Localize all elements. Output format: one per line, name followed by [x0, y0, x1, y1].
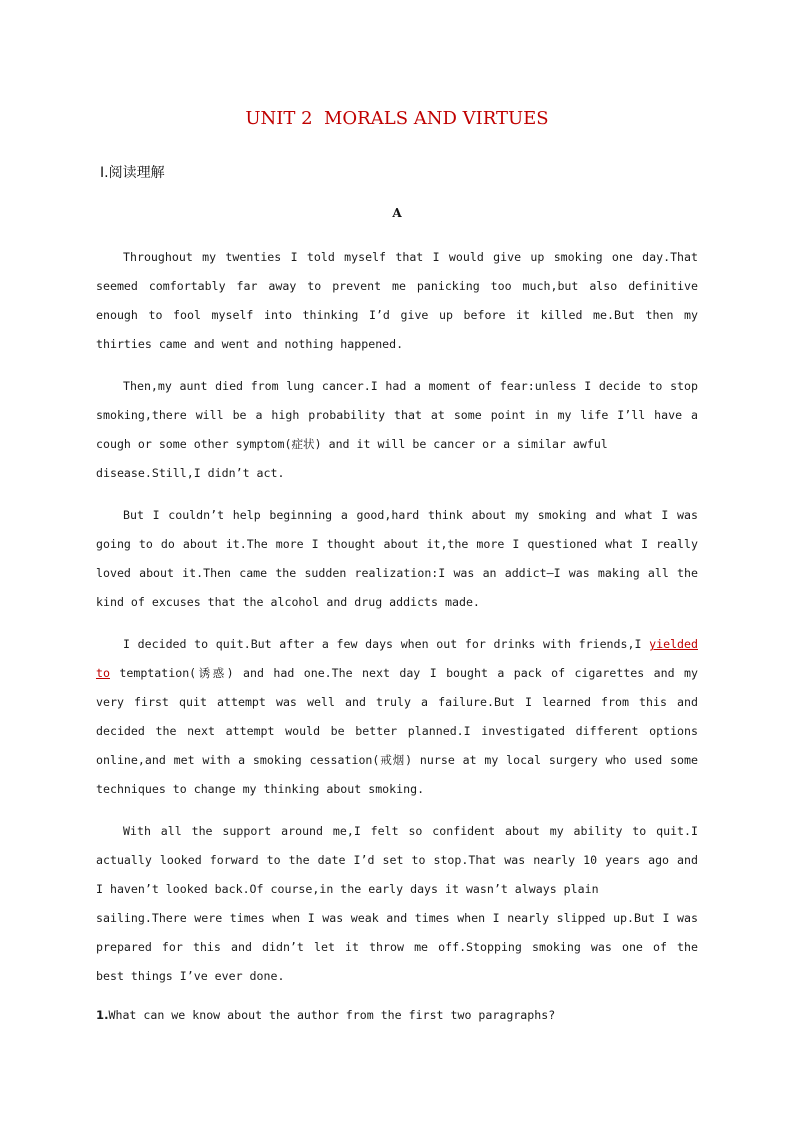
paragraph-2 — [96, 372, 698, 488]
paragraph-line: I haven’t looked back.Of course,in the early days it wasn’t always plain — [96, 882, 599, 896]
paragraph-line: going to do about it.The more I thought about it,the more I questioned what I really — [96, 537, 698, 551]
paragraph-line: With all the support around me,I felt so confident about my ability to quit.I — [123, 824, 698, 838]
paragraph-line: very first quit attempt was well and truly a failure.But I learned from this and — [96, 695, 698, 709]
paragraph-3 — [96, 501, 698, 617]
paragraph-line — [96, 659, 698, 688]
passage-label: A — [392, 206, 402, 220]
unit-title: UNIT 2 MORALS AND VIRTUES — [245, 108, 549, 129]
paragraph-5 — [96, 817, 698, 991]
line-text: temptation(诱惑) and had one.The next day I bought a pack of cigarettes and my — [109, 666, 698, 680]
question-text: What can we know about the author from the first two paragraphs? — [108, 1008, 556, 1022]
paragraph-line: enough to fool myself into thinking I’d give up before it killed me.But then my — [96, 308, 698, 322]
paragraph-line: But I couldn’t help beginning a good,hard think about my smoking and what I was — [123, 508, 698, 522]
paragraph-line: loved about it.Then came the sudden realization:I was an addict—I was making all the — [96, 566, 698, 580]
question-1 — [96, 1001, 555, 1030]
paragraph-4 — [96, 630, 698, 804]
paragraph-line: Throughout my twenties I told myself that I would give up smoking one day.That — [123, 250, 698, 264]
paragraph-line: best things I’ve ever done. — [96, 969, 285, 983]
paragraph-line: thirties came and went and nothing happened. — [96, 337, 404, 351]
underlined-phrase: to — [96, 666, 110, 680]
paragraph-line: decided the next attempt would be better planned.I investigated different options — [96, 724, 698, 738]
paragraph-line: disease.Still,I didn’t act. — [96, 466, 285, 480]
paragraph-line: Then,my aunt died from lung cancer.I had a moment of fear:unless I decide to stop — [123, 379, 698, 393]
paragraph-line: kind of excuses that the alcohol and drug addicts made. — [96, 595, 480, 609]
paragraph-line: seemed comfortably far away to prevent me panicking too much,but also definitive — [96, 279, 698, 293]
paragraph-line: cough or some other symptom(症状) and it will be cancer or a similar awful — [96, 437, 608, 451]
paragraph-line — [96, 630, 698, 659]
paragraph-1 — [96, 243, 698, 359]
section-heading: Ⅰ.阅读理解 — [100, 165, 165, 181]
underlined-phrase: yielded — [649, 637, 698, 651]
paragraph-line: actually looked forward to the date I’d set to stop.That was nearly 10 years ago and — [96, 853, 698, 867]
paragraph-line: online,and met with a smoking cessation(戒烟) nurse at my local surgery who used some — [96, 753, 698, 767]
paragraph-line: techniques to change my thinking about smoking. — [96, 782, 425, 796]
paragraph-line: smoking,there will be a high probability that at some point in my life I’ll have a — [96, 408, 698, 422]
reading-passage — [96, 243, 698, 1004]
paragraph-line: sailing.There were times when I was weak and times when I nearly slipped up.But I was — [96, 911, 698, 925]
paragraph-line: prepared for this and didn’t let it throw me off.Stopping smoking was one of the — [96, 940, 698, 954]
line-text: I decided to quit.But after a few days when out for drinks with friends,I — [123, 637, 650, 651]
question-number: 1. — [96, 1008, 109, 1022]
